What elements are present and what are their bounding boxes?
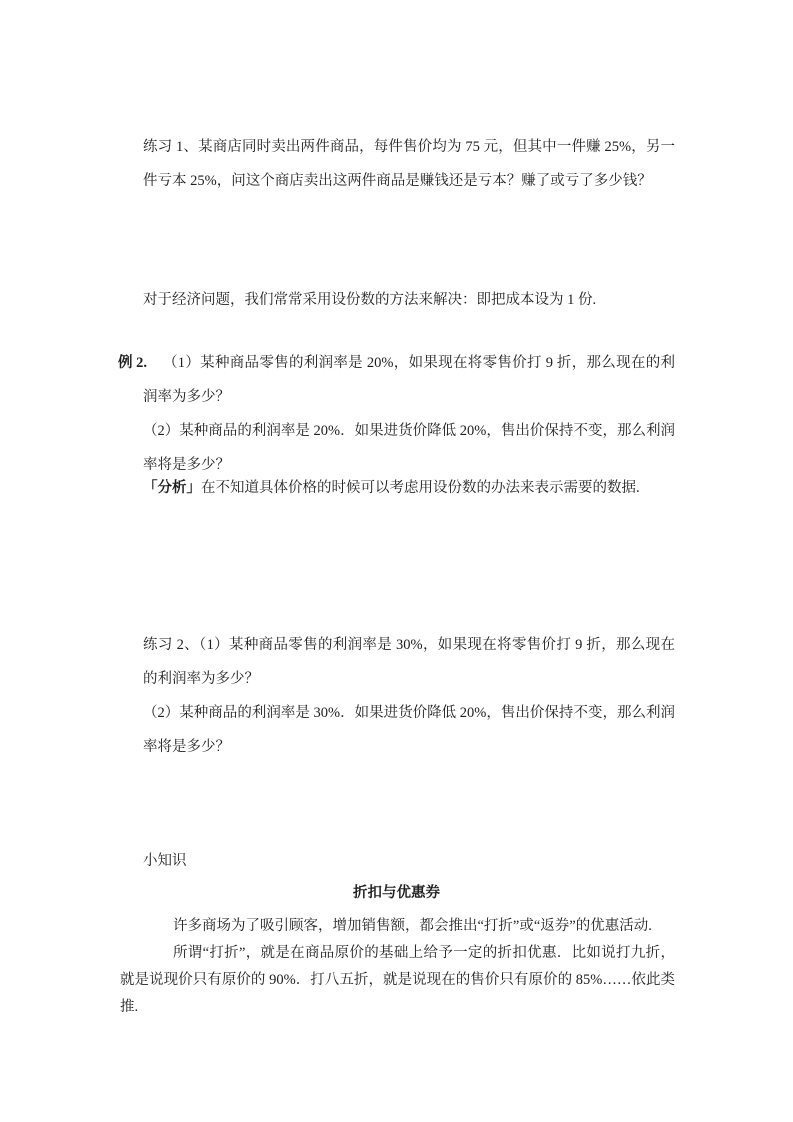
tip-paragraph-2: 所谓“打折”，就是在商品原价的基础上给予一定的折扣优惠．比如说打九折，就是说现价只有原价的 90%．打八五折，就是说现在的售价只有原价的 85%……依此类推. [120, 945, 675, 1015]
method-note-paragraph: 对于经济问题，我们常常采用设份数的方法来解决：即把成本设为 1 份. [143, 292, 597, 308]
tip-heading-block [118, 844, 675, 878]
tip-heading: 小知识 [143, 853, 187, 869]
analysis-text: 在不知道具体价格的时候可以考虑用设份数的办法来表示需要的数据. [201, 480, 640, 496]
page-content [118, 0, 675, 1122]
exercise2-block [118, 628, 675, 764]
tip-body-block [118, 913, 675, 1021]
analysis-paragraph [143, 471, 675, 505]
exercise1-paragraph: 练习 1、某商店同时卖出两件商品，每件售价均为 75 元，但其中一件赚 25%，另一件亏本 25%，问这个商店卖出这两件商品是赚钱还是亏本？赚了或亏了多少钱？ [143, 139, 675, 189]
example2-part2-paragraph: （2）某种商品的利润率是 20%．如果进货价降低 20%，售出价保持不变，那么利润率将是多少？ [143, 423, 675, 473]
exercise2-part1-paragraph: 练习 2、（1）某种商品零售的利润率是 30%，如果现在将零售价打 9 折，那么现在的利润率为多少？ [143, 637, 675, 687]
exercise2-part2-paragraph: （2）某种商品的利润率是 30%．如果进货价降低 20%，售出价保持不变，那么利润率将是多少？ [143, 705, 675, 755]
analysis-label: 「分析」 [143, 480, 201, 496]
exercise1-block [118, 130, 675, 198]
example2-block [118, 346, 675, 482]
example2-part1-paragraph: （1）某种商品零售的利润率是 20%，如果现在将零售价打 9 折，那么现在的利润率为多少？ [143, 355, 675, 405]
example2-label: 例 2. [118, 355, 147, 371]
tip-title-block [118, 876, 675, 910]
tip-paragraph-1: 许多商场为了吸引顾客，增加销售额，都会推出“打折”或“返券”的优惠活动. [173, 918, 652, 934]
method-note-block [118, 283, 675, 317]
analysis-block [118, 471, 675, 505]
tip-title: 折扣与优惠券 [353, 885, 440, 901]
